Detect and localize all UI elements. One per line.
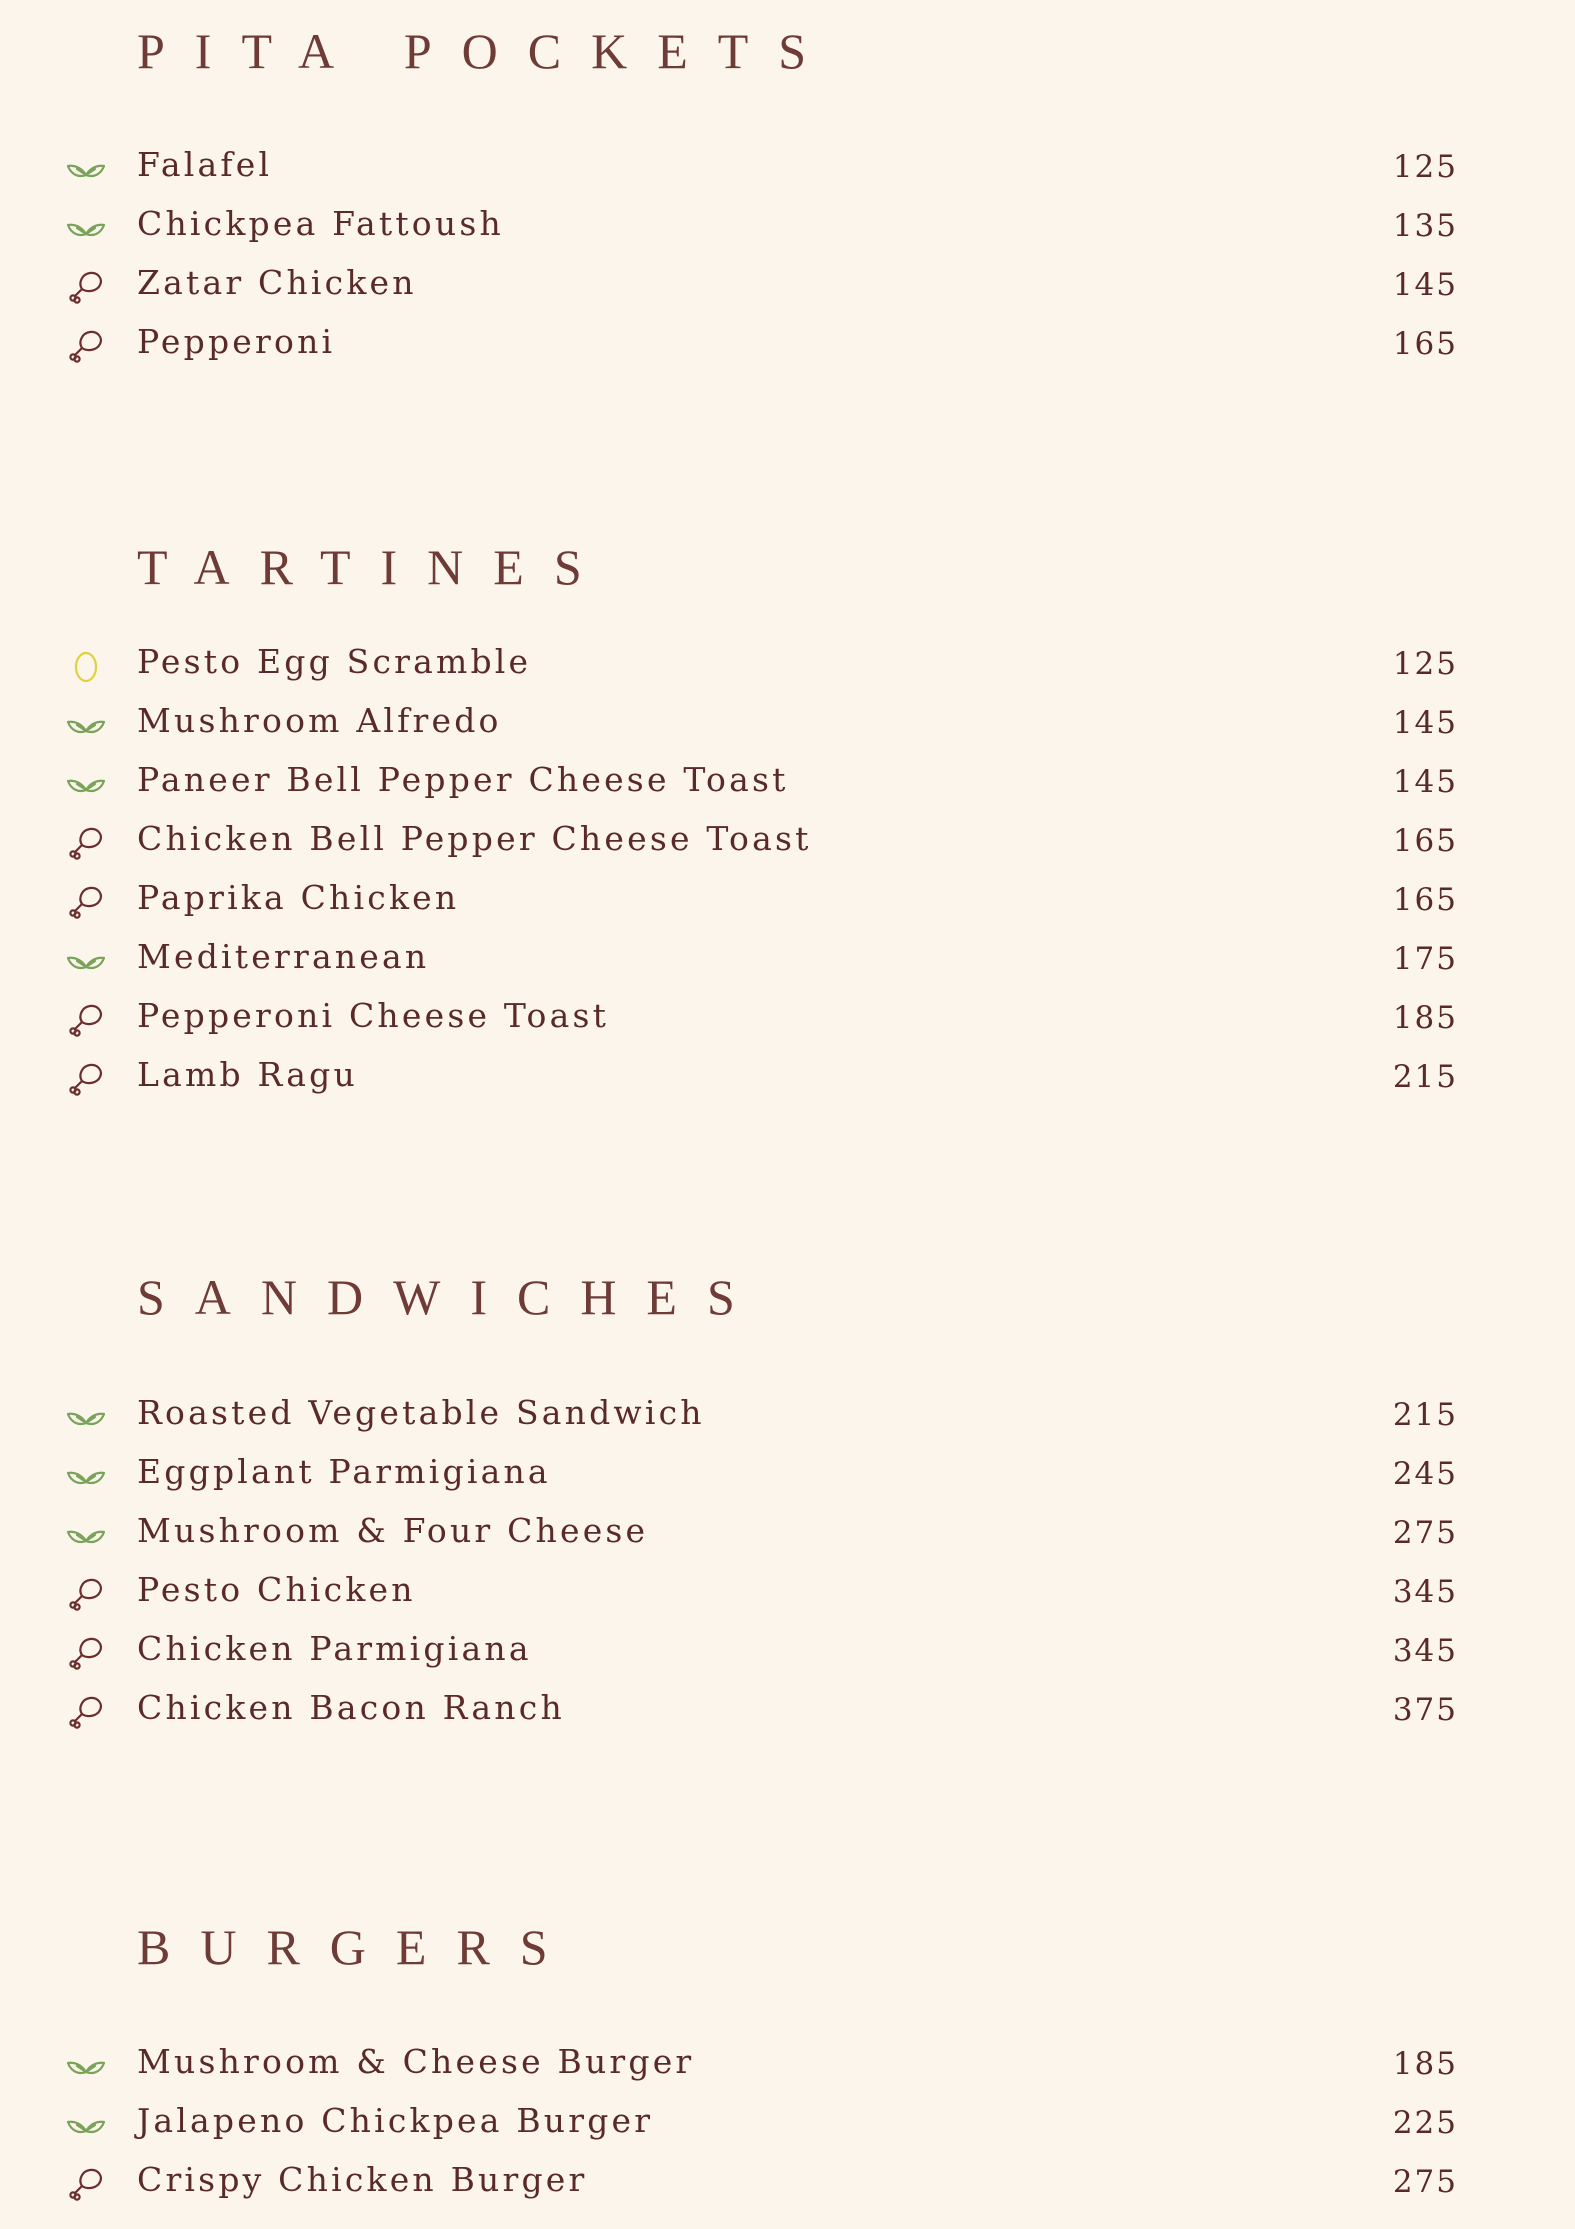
veg-leaf-icon — [66, 151, 106, 187]
menu-item — [0, 640, 1575, 699]
menu-list — [0, 2040, 1575, 2217]
item-name: Paneer Bell Pepper Cheese Toast — [137, 760, 789, 799]
item-price: 215 — [1392, 1059, 1458, 1095]
item-name: Pepperoni Cheese Toast — [137, 996, 610, 1035]
item-name: Crispy Chicken Burger — [137, 2160, 588, 2199]
item-price: 375 — [1392, 1692, 1458, 1728]
menu-item — [0, 758, 1575, 817]
menu-item — [0, 935, 1575, 994]
item-name: Pepperoni — [137, 322, 336, 361]
menu-item — [0, 1450, 1575, 1509]
veg-leaf-icon — [66, 707, 106, 743]
menu-item — [0, 994, 1575, 1053]
item-price: 145 — [1392, 267, 1458, 303]
section-title: SANDWICHES — [137, 1269, 765, 1325]
menu-item — [0, 817, 1575, 876]
veg-leaf-icon — [66, 2048, 106, 2084]
menu-item — [0, 1627, 1575, 1686]
menu-list — [0, 640, 1575, 1112]
item-price: 165 — [1392, 882, 1458, 918]
chicken-leg-icon — [66, 1576, 106, 1612]
item-price: 275 — [1392, 2164, 1458, 2200]
item-price: 275 — [1392, 1515, 1458, 1551]
menu-item — [0, 1391, 1575, 1450]
item-name: Mushroom Alfredo — [137, 701, 502, 740]
menu-item — [0, 1568, 1575, 1627]
item-price: 245 — [1392, 1456, 1458, 1492]
chicken-leg-icon — [66, 825, 106, 861]
veg-leaf-icon — [66, 766, 106, 802]
item-name: Zatar Chicken — [137, 263, 417, 302]
menu-item — [0, 2158, 1575, 2217]
chicken-leg-icon — [66, 2166, 106, 2202]
menu-item — [0, 1509, 1575, 1568]
item-name: Mushroom & Four Cheese — [137, 1511, 649, 1550]
chicken-leg-icon — [66, 328, 106, 364]
section-title: PITA POCKETS — [137, 23, 837, 79]
item-name: Mushroom & Cheese Burger — [137, 2042, 695, 2081]
item-name: Chicken Parmigiana — [137, 1629, 532, 1668]
item-name: Pesto Chicken — [137, 1570, 416, 1609]
item-price: 165 — [1392, 326, 1458, 362]
menu-list — [0, 143, 1575, 379]
section-title: BURGERS — [137, 1919, 578, 1975]
item-name: Falafel — [137, 145, 273, 184]
chicken-leg-icon — [66, 269, 106, 305]
item-name: Paprika Chicken — [137, 878, 460, 917]
veg-leaf-icon — [66, 943, 106, 979]
item-price: 225 — [1392, 2105, 1458, 2141]
veg-leaf-icon — [66, 2107, 106, 2143]
chicken-leg-icon — [66, 1635, 106, 1671]
item-name: Eggplant Parmigiana — [137, 1452, 551, 1491]
item-price: 175 — [1392, 941, 1458, 977]
item-name: Mediterranean — [137, 937, 430, 976]
item-price: 145 — [1392, 764, 1458, 800]
item-name: Chickpea Fattoush — [137, 204, 504, 243]
item-price: 125 — [1392, 646, 1458, 682]
menu-item — [0, 143, 1575, 202]
item-price: 165 — [1392, 823, 1458, 859]
chicken-leg-icon — [66, 1061, 106, 1097]
veg-leaf-icon — [66, 210, 106, 246]
menu-item — [0, 1686, 1575, 1745]
item-name: Chicken Bell Pepper Cheese Toast — [137, 819, 812, 858]
veg-leaf-icon — [66, 1399, 106, 1435]
egg-icon — [66, 648, 106, 684]
section-title: TARTINES — [137, 539, 612, 595]
veg-leaf-icon — [66, 1517, 106, 1553]
menu-item — [0, 876, 1575, 935]
item-name: Jalapeno Chickpea Burger — [137, 2101, 654, 2140]
chicken-leg-icon — [66, 884, 106, 920]
item-name: Chicken Bacon Ranch — [137, 1688, 565, 1727]
menu-item — [0, 699, 1575, 758]
menu-item — [0, 202, 1575, 261]
menu-item — [0, 2040, 1575, 2099]
menu-item — [0, 1053, 1575, 1112]
item-price: 345 — [1392, 1633, 1458, 1669]
item-price: 215 — [1392, 1397, 1458, 1433]
item-price: 185 — [1392, 1000, 1458, 1036]
chicken-leg-icon — [66, 1694, 106, 1730]
item-price: 135 — [1392, 208, 1458, 244]
item-price: 145 — [1392, 705, 1458, 741]
chicken-leg-icon — [66, 1002, 106, 1038]
menu-item — [0, 2099, 1575, 2158]
menu-item — [0, 261, 1575, 320]
item-name: Roasted Vegetable Sandwich — [137, 1393, 705, 1432]
veg-leaf-icon — [66, 1458, 106, 1494]
item-price: 345 — [1392, 1574, 1458, 1610]
item-price: 185 — [1392, 2046, 1458, 2082]
item-price: 125 — [1392, 149, 1458, 185]
menu-list — [0, 1391, 1575, 1745]
menu-item — [0, 320, 1575, 379]
item-name: Lamb Ragu — [137, 1055, 358, 1094]
item-name: Pesto Egg Scramble — [137, 642, 532, 681]
